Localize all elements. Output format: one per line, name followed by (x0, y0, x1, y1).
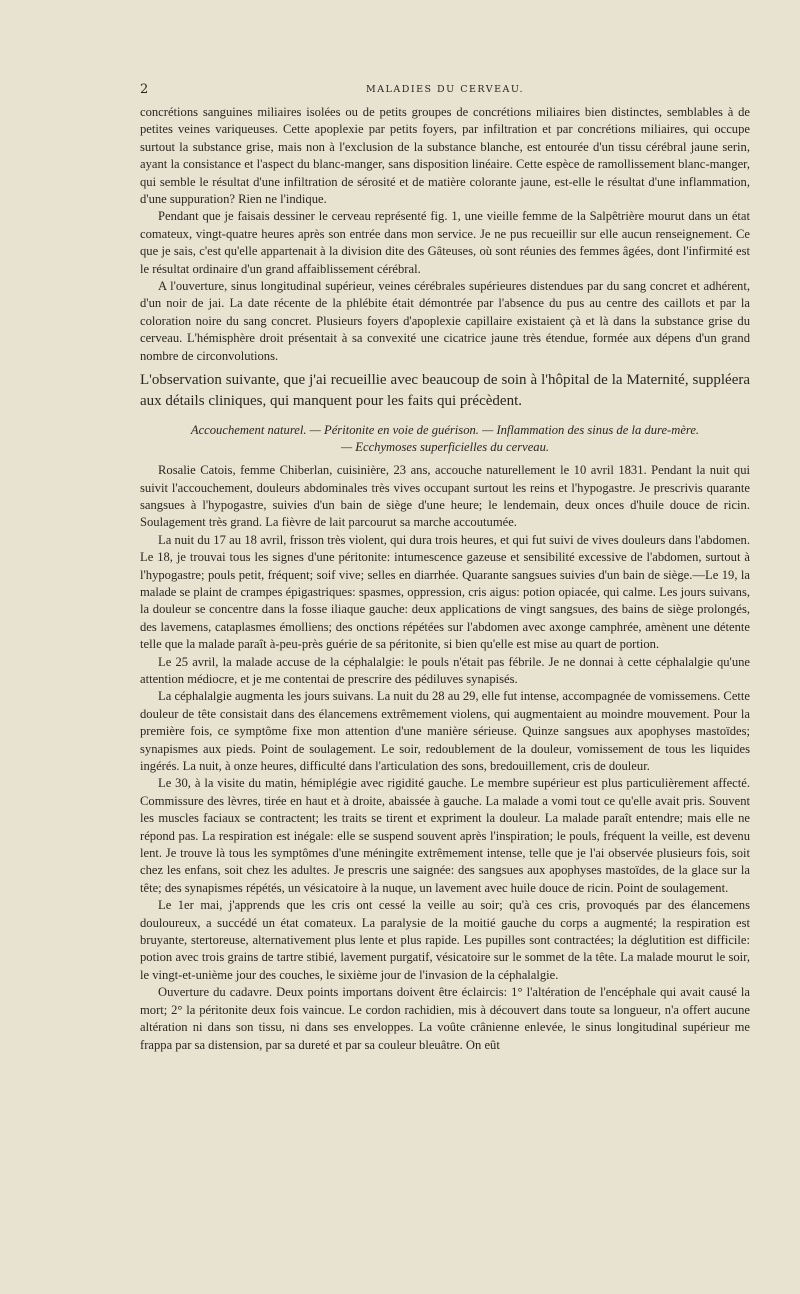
paragraph: Pendant que je faisais dessiner le cerveau représenté fig. 1, une vieille femme de la Salpêtrière mourut dans un état comateux, vingt-quatre heures après son entrée dans mon service. Je ne pus recueillir sur elle aucun renseignement. Ce que je sais, c'est qu'elle appartenait à la division dite des Gâteuses, où sont réunies des femmes âgées, dont l'infirmité est le résultat ordinaire d'un grand affaiblissement cérébral. (140, 209, 750, 276)
running-head: MALADIES DU CERVEAU. (365, 84, 525, 95)
case-title-line: Accouchement naturel. — Péritonite en voie de guérison. — Inflammation des sinus de la dure-mère. (190, 423, 700, 438)
document-body (140, 104, 750, 1054)
paragraph: Le 25 avril, la malade accuse de la céphalalgie: le pouls n'était pas fébrile. Je ne donnai à cette céphalalgie qu'une attention médiocre, et je me contentai de prescrire des pédiluves synapisés. (140, 654, 750, 686)
page-number: 2 (140, 82, 149, 97)
paragraph: Le 30, à la visite du matin, hémiplégie avec rigidité gauche. Le membre supérieur est plus particulièrement affecté. Commissure des lèvres, tirée en haut et à droite, abaissée à gauche. La malade a vomi tout ce qu'elle avait pris. Souvent les muscles faciaux se contractent; les traits se tirent et expriment la douleur. La malade paraît entendre; mais elle ne répond pas. La respiration est inégale: elle se suspend souvent après l'inspiration; le pouls, fréquent la veille, est devenu lent. Je trouve là tous les symptômes d'une méningite extrêmement intense, telle que je l'ai observée plusieurs fois, soit chez les enfans, soit chez les adultes. Je prescris une saignée: des sangsues aux apophyses mastoïdes, de la glace sur la tête; des synapismes répétés, un vésicatoire à la nuque, un lavement avec huile douce de ricin. Point de soulagement. (140, 776, 750, 895)
paragraph: Le 1er mai, j'apprends que les cris ont cessé la veille au soir; qu'à ces cris, provoqués par des élancemens douloureux, a succédé un état comateux. La paralysie de la moitié gauche du corps a augmenté; la respiration est bruyante, stertoreuse, alternativement plus lente et plus rapide. Les pupilles sont contractées; la déglutition est difficile: potion avec trois grains de tartre stibié, lavement purgatif, vésicatoire sur le sommet de la tête. La malade mourut le soir, le vingt-et-unième jour des couches, le sixième jour de l'invasion de la céphalalgie. (140, 898, 750, 982)
paragraph: La céphalalgie augmenta les jours suivans. La nuit du 28 au 29, elle fut intense, accompagnée de vomissemens. Cette douleur de tête consistait dans des élancemens extrêmement violens, qui augmentaient au moindre mouvement. Pour la première fois, ce symptôme fixe mon attention d'une manière sérieuse. Quinze sangsues aux apophyses mastoïdes; synapismes aux pieds. Point de soulagement. Le soir, redoublement de la douleur, vomissement de tous les liquides ingérés. La nuit, à onze heures, difficulté dans l'articulation des sons, bredouillement, cris de douleur. (140, 689, 750, 773)
case-title (140, 422, 750, 456)
paragraph: A l'ouverture, sinus longitudinal supérieur, veines cérébrales supérieures distendues par du sang concret et adhérent, d'un noir de jai. La date récente de la phlébite était démontrée par l'absence du pus au centre des caillots et par la coloration noire du sang concret. Plusieurs foyers d'apoplexie capillaire existaient çà et là dans la substance grise du cerveau. L'hémisphère droit présentait à sa convexité une cicatrice jaune très étendue, formée aux dépens d'un grand nombre de circonvolutions. (140, 279, 750, 363)
paragraph: Rosalie Catois, femme Chiberlan, cuisinière, 23 ans, accouche naturellement le 10 avril 1831. Pendant la nuit qui suivit l'accouchement, douleurs abdominales très vives occupant surtout les reins et l'hypogastre. Je prescrivis quarante sangsues à l'hypogastre, suivies d'un bain de siège d'une heure; le lendemain, deux onces d'huile douce de ricin. Soulagement très grand. La fièvre de lait parcourut sa marche accoutumée. (140, 463, 750, 530)
observation-intro: L'observation suivante, que j'ai recueillie avec beaucoup de soin à l'hôpital de la Maternité, suppléera aux détails cliniques, qui manquent pour les faits qui précèdent. (140, 372, 750, 410)
paragraph: concrétions sanguines miliaires isolées ou de petits groupes de concrétions miliaires bien distinctes, semblables à de petites veines variqueuses. Cette apoplexie par petits foyers, par infiltration et par concrétions miliaires, qui occupe surtout la substance grise, mais non à l'exclusion de la substance blanche, est entourée d'un tissu cérébral jaune serin, ayant la consistance et l'aspect du blanc-manger, sans disposition linéaire. Cette espèce de ramollissement blanc-manger, qui semble le résultat d'une infiltration de sérosité et de matière colorante jaune, est-elle le résultat d'une inflammation, d'une suppuration? Rien ne l'indique. (140, 105, 750, 207)
paragraph: Ouverture du cadavre. Deux points importans doivent être éclaircis: 1° l'altération de l'encéphale qui avait causé la mort; 2° la péritonite deux fois vaincue. Le cordon rachidien, mis à découvert dans toute sa longueur, n'a offert aucune altération ni dans son tissu, ni dans ses enveloppes. La voûte crânienne enlevée, le sinus longitudinal supérieur me frappa par sa distension, par sa dureté et par sa couleur bleuâtre. On eût (140, 985, 750, 1052)
paragraph: La nuit du 17 au 18 avril, frisson très violent, qui dura trois heures, et qui fut suivi de vives douleurs dans l'abdomen. Le 18, je trouvai tous les signes d'une péritonite: intumescence gazeuse et sensibilité excessive de l'abdomen, surtout à l'hypogastre; pouls petit, fréquent; soif vive; selles en diarrhée. Quarante sangsues suivies d'un bain de siège.—Le 19, la malade se plaint de crampes épigastriques: spasmes, oppression, cris aigus: potion opiacée, qui calme. Les jours suivans, la douleur se concentre dans la fosse iliaque gauche: deux applications de vingt sangsues, des bains de siège prolongés, des lavemens, cataplasmes émolliens; des onctions répétées sur l'abdomen avec axonge camphrée, amènent une détente telle que la malade paraît à-peu-près guérie de sa péritonite, si bien qu'elle est mise au quart de portion. (140, 532, 750, 652)
case-title-line: — Ecchymoses superficielles du cerveau. (340, 440, 550, 455)
page-header (140, 82, 750, 98)
